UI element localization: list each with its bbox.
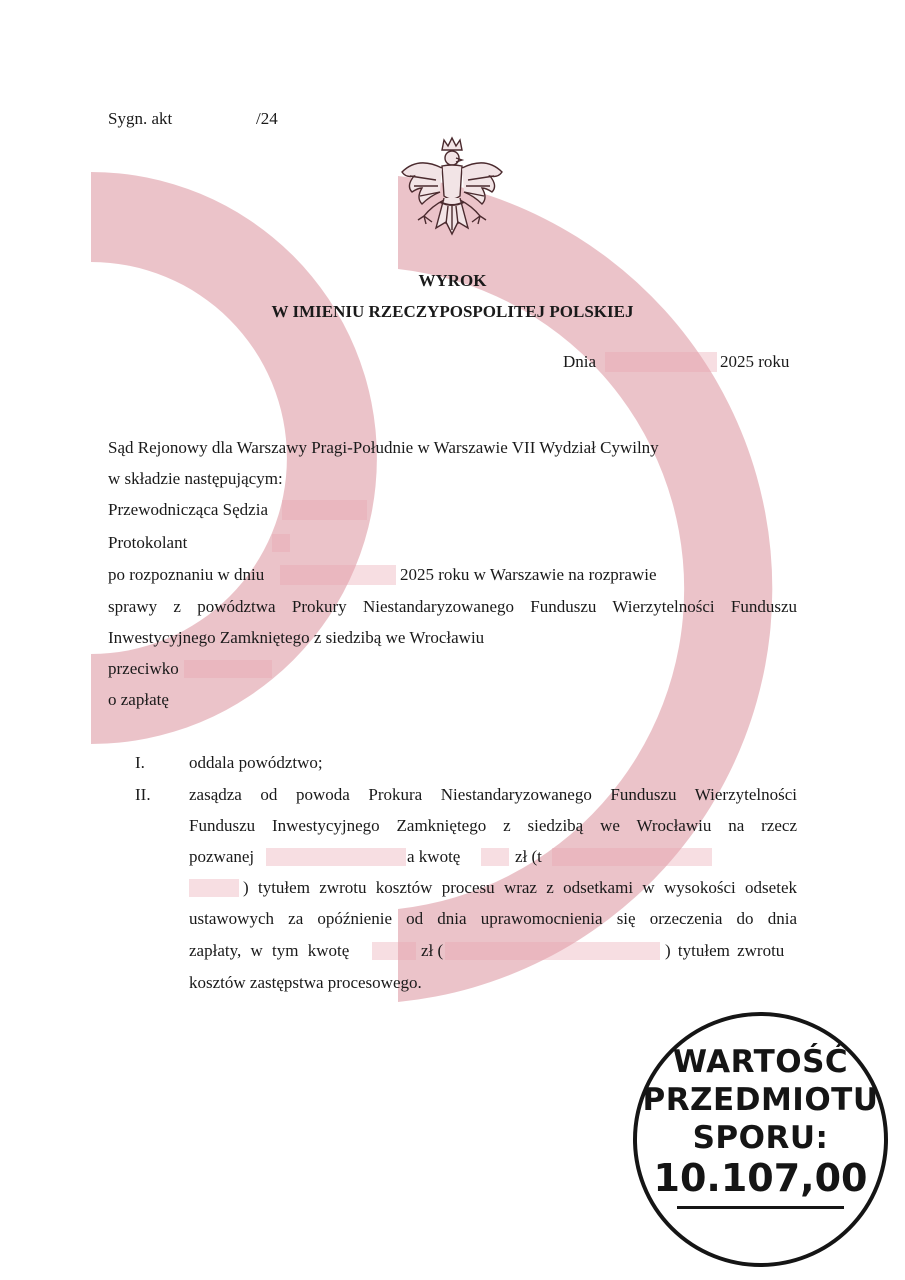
redacted-date — [605, 352, 717, 372]
case-number-suffix: /24 — [256, 109, 278, 128]
redacted-amount-words-1 — [552, 848, 712, 866]
ruling-2-including-label: zapłaty, w tym kwotę — [189, 941, 350, 960]
stamp-rule — [677, 1206, 844, 1209]
ruling-2-line-1: zasądza od powoda Prokura Niestandaryzowanego Funduszu Wierzytelności — [189, 785, 797, 804]
redacted-clerk-name — [272, 534, 290, 552]
redacted-amount-2 — [372, 942, 416, 960]
hearing-suffix: 2025 roku w Warszawie na rozprawie — [400, 565, 657, 584]
judge-label: Przewodnicząca Sędzia — [108, 500, 268, 519]
polish-eagle-emblem-icon — [396, 136, 508, 256]
ruling-2-line-2: Funduszu Inwestycyjnego Zamkniętego z siedzibą we Wrocławiu na rzecz — [189, 816, 797, 835]
case-description-line-1: sprawy z powództwa Prokury Niestandaryzowanego Funduszu Wierzytelności Funduszu — [108, 597, 797, 616]
case-number-label: Sygn. akt — [108, 109, 173, 128]
ruling-2-currency-label: zł (t — [515, 847, 542, 866]
against-label: przeciwko — [108, 659, 179, 678]
court-name: Sąd Rejonowy dla Warszawy Pragi-Południe w Warszawie VII Wydział Cywilny — [108, 438, 659, 457]
redacted-judge-name — [282, 500, 367, 520]
subject-label: o zapłatę — [108, 690, 169, 709]
ruling-2-currency-label-2: zł ( — [421, 941, 444, 960]
redacted-defendant-name — [266, 848, 406, 866]
ruling-2-costs-title: ) tytułem zwrotu — [665, 941, 785, 960]
redacted-amount-words-2 — [445, 942, 660, 960]
redacted-amount-1 — [481, 848, 509, 866]
stamp-line-3: SPORU: — [692, 1120, 829, 1156]
ruling-number-2: II. — [135, 785, 151, 804]
redacted-hearing-date — [280, 565, 396, 585]
ruling-2-line-last: kosztów zastępstwa procesowego. — [189, 973, 422, 992]
composition-label: w składzie następującym: — [108, 469, 283, 488]
ruling-1-text: oddala powództwo; — [189, 753, 323, 772]
ruling-2-defendant-label: pozwanej — [189, 847, 255, 866]
ruling-2-amount-label: a kwotę — [407, 847, 461, 866]
case-description-line-2: Inwestycyjnego Zamkniętego z siedzibą we Wrocławiu — [108, 628, 485, 647]
clerk-label: Protokolant — [108, 533, 188, 552]
document-subtitle: W IMIENIU RZECZYPOSPOLITEJ POLSKIEJ — [271, 302, 634, 321]
stamp-value: 10.107,00 — [653, 1156, 868, 1200]
stamp-line-1: WARTOŚĆ — [672, 1044, 849, 1080]
dispute-value-stamp — [633, 1012, 888, 1267]
redacted-defendant — [184, 660, 272, 678]
date-prefix: Dnia — [563, 352, 597, 371]
redacted-amount-words-1b — [189, 879, 239, 897]
ruling-2-line-5: ustawowych za opóźnienie od dnia uprawomocnienia się orzeczenia do dnia — [189, 909, 797, 928]
ruling-number-1: I. — [135, 753, 145, 772]
hearing-prefix: po rozpoznaniu w dniu — [108, 565, 265, 584]
ruling-2-line-4: ) tytułem zwrotu kosztów procesu wraz z odsetkami w wysokości odsetek — [243, 878, 797, 897]
document-title: WYROK — [418, 271, 487, 290]
stamp-line-2: PRZEDMIOTU — [642, 1082, 879, 1118]
date-suffix: 2025 roku — [720, 352, 790, 371]
